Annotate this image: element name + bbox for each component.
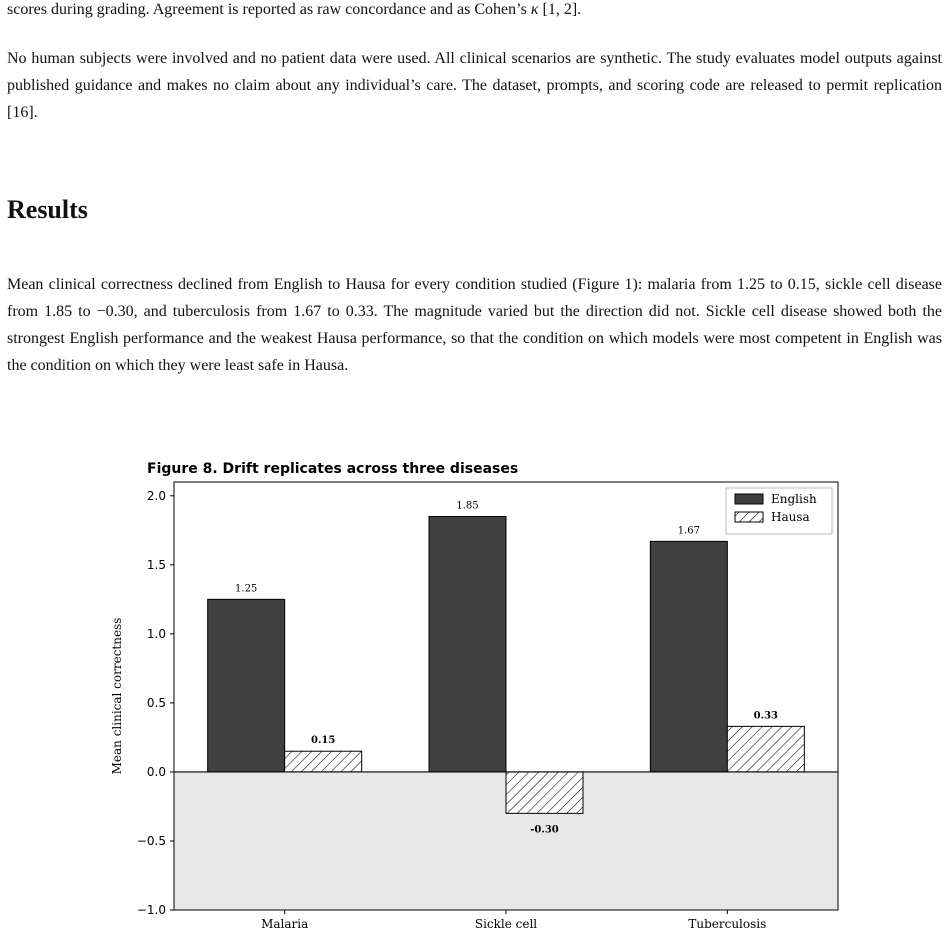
- data-label-english-sickle-cell: 1.85: [456, 500, 479, 512]
- x-tick-label: Malaria: [261, 917, 309, 931]
- bar-english-tuberculosis: [650, 541, 727, 772]
- chart-title: Figure 8. Drift replicates across three diseases: [147, 461, 519, 477]
- x-tick-label: Tuberculosis: [688, 917, 767, 931]
- y-tick-label: −0.5: [136, 833, 166, 848]
- bar-hausa-tuberculosis: [727, 726, 804, 772]
- bar-english-sickle-cell: [429, 517, 506, 772]
- kappa-symbol: κ: [530, 1, 539, 18]
- paragraph-methods-agreement: [7, 0, 942, 23]
- section-heading-results: Results: [7, 195, 88, 224]
- y-tick-label: 1.0: [146, 626, 166, 641]
- legend-swatch-hausa: [735, 512, 763, 522]
- paragraph-results: Mean clinical correctness declined from English to Hausa for every condition studied (Figure 1): malaria from 1.25 to 0.15, sickle cell disease from 1.85 to −0.30, and tuberculosis from 1.67 to 0.33. The magnitude varied but the direction did not. Sickle cell disease showed both the strongest English performance and the weakest Hausa performance, so that the condition on which models were most competent in English was the condition on which they were least safe in Hausa.: [7, 276, 942, 374]
- bar-english-malaria: [208, 599, 285, 772]
- data-label-hausa-tuberculosis: 0.33: [753, 710, 779, 722]
- y-tick-label: 0.0: [146, 764, 166, 779]
- figure-bar-chart: [100, 448, 840, 938]
- y-tick-label: 0.5: [146, 695, 166, 710]
- y-tick-label: 2.0: [146, 488, 166, 503]
- bar-hausa-sickle-cell: [506, 772, 583, 813]
- y-tick-label: −1.0: [136, 903, 166, 917]
- data-label-hausa-malaria: 0.15: [310, 735, 336, 747]
- legend-label-hausa: Hausa: [771, 510, 810, 524]
- y-axis-label: Mean clinical correctness: [110, 617, 124, 775]
- legend-label-english: English: [771, 492, 817, 506]
- legend-swatch-english: [735, 494, 763, 504]
- data-label-english-malaria: 1.25: [235, 583, 258, 595]
- bar-hausa-malaria: [285, 751, 362, 772]
- paragraph-text: scores during grading. Agreement is reported as raw concordance and as Cohen’s: [7, 1, 531, 18]
- data-label-english-tuberculosis: 1.67: [677, 525, 700, 537]
- paragraph-ethics: No human subjects were involved and no patient data were used. All clinical scenarios are synthetic. The study evaluates model outputs against published guidance and makes no claim about any individual’s care. The dataset, prompts, and scoring code are released to permit replication [16].: [7, 50, 942, 121]
- paragraph-citation: [1, 2].: [538, 1, 582, 18]
- data-label-hausa-sickle-cell: -0.30: [530, 824, 559, 836]
- x-tick-label: Sickle cell: [474, 917, 538, 931]
- y-tick-label: 1.5: [146, 557, 166, 572]
